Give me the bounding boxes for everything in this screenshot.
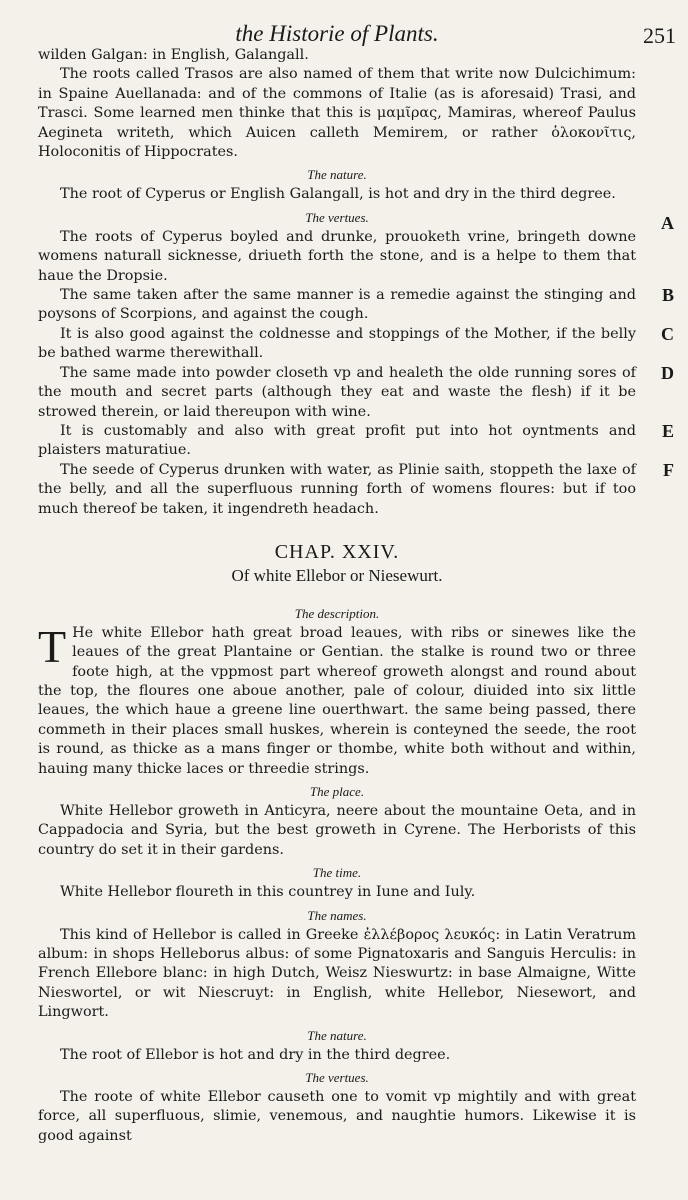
chapter-subtitle: Of white Ellebor or Niesewurt. xyxy=(231,566,443,586)
margin-letter-c: C xyxy=(661,323,674,344)
vertue-text: The same taken after the same manner is a remedie against the stinging and poysons of Scorpions, and against the cough. xyxy=(38,287,636,323)
continued-paragraph: wilden Galgan: in English, Galangall. xyxy=(38,47,309,63)
names-paragraph-chapter: This kind of Hellebor is called in Greeke ἐλλέβορος λευκός: in Latin Veratrum album: in shops Helleborus albus: of some Pignatoxaris and Sanguis Herculis: in French Ellebore blanc: in high Dutch, Weisz Nieswurtz: in base Almaigne, Witte Nieswortel, or wit Niescruyt: in English, white Hellebor, Niesewort, and Lingwort. xyxy=(38,926,636,1021)
vertue-paragraph-d xyxy=(38,362,674,422)
running-title: the Historie of Plants. xyxy=(235,21,439,46)
margin-letter-d: D xyxy=(661,362,674,383)
description-heading: The description. xyxy=(294,605,380,621)
place-heading: The place. xyxy=(309,784,365,799)
time-heading: The time. xyxy=(312,865,362,881)
vertue-text: The same made into powder closeth vp and healeth the olde running sores of the mouth and secret parts (although they eat and waste the flesh) if it be strowed therein, or laid thereupon with wine. xyxy=(38,364,636,420)
page-number: 251 xyxy=(643,23,676,48)
vertue-paragraph-e xyxy=(38,420,674,461)
nature-heading-chapter: The nature. xyxy=(307,1027,367,1043)
place-paragraph: White Hellebor groweth in Anticyra, neere about the mountaine Oeta, and in Cappadocia and Syria, but the best groweth in Cyrene. The Herborists of this country do set it in their gardens. xyxy=(38,803,636,858)
vertue-text: The seede of Cyperus drunken with water, as Plinie saith, stoppeth the laxe of the belly, and all the superfluous running forth of womens floures: but if too much thereof be taken, it ingendreth headach. xyxy=(38,461,636,517)
nature-paragraph: The root of Cyperus or English Galangall, is hot and dry in the third degree. xyxy=(60,186,616,203)
vertues-heading: The vertues. xyxy=(305,209,369,225)
vertue-paragraph-b xyxy=(38,285,674,325)
description-paragraph xyxy=(38,620,636,779)
names-heading: The names. xyxy=(307,907,367,923)
nature-paragraph-chapter: The root of Ellebor is hot and dry in the third degree. xyxy=(60,1046,451,1063)
margin-letter-e: E xyxy=(661,420,674,441)
names-paragraph: The roots called Trasos are also named of them that write now Dulcichimum: in Spaine Auellanada: and of the commons of Italie (as is aforesaid) Trasi, and Trasci. Some learned men thinke that this is μαμῖρας, Mamiras, whereof Paulus Aegineta writeth, which Auicen calleth Memirem, or rather ὁλοκονῖτις, Holoconitis of Hippocrates. xyxy=(38,66,636,161)
vertues-heading-chapter: The vertues. xyxy=(305,1070,369,1086)
vertue-text: It is customably and also with great profit put into hot oyntments and plaisters maturatiue. xyxy=(38,422,636,459)
page-header xyxy=(38,10,676,48)
nature-heading: The nature. xyxy=(307,167,367,183)
vertue-text: The roots of Cyperus boyled and drunke, prouoketh vrine, bringeth downe womens naturall sicknesse, driueth forth the stone, and is a helpe to them that haue the Dropsie. xyxy=(38,228,636,284)
description-text: He white Ellebor hath great broad leaues, with ribs or sinewes like the leaues of the great Plantaine or Gentian. the stalke is round two or three foote high, at the vppmost part whereof groweth alongst and round about the top, the floures one aboue another, pale of colour, diuided into six little leaues, the which haue a greene line ouerthwart. the same being passed, there commeth in their places small huskes, wherein is conteyned the seede, the root is round, as thicke as a mans finger or thombe, white both without and within, hauing many thicke laces or threedie strings. xyxy=(38,624,636,777)
margin-letter-a: A xyxy=(661,212,674,233)
chapter-title: CHAP. XXIV. xyxy=(274,540,400,563)
vertue-paragraph-c xyxy=(38,323,674,364)
margin-letter-b: B xyxy=(661,285,674,306)
vertues-paragraph-chapter: The roote of white Ellebor causeth one to vomit vp mightily and with great force, all superfluous, slimie, venemous, and naughtie humors. Likewise it is good against xyxy=(38,1089,636,1144)
drop-cap: T xyxy=(38,620,67,672)
vertue-text: It is also good against the coldnesse and stoppings of the Mother, if the belly be bathed warme therewithall. xyxy=(38,325,636,362)
vertue-paragraph-f xyxy=(38,459,674,519)
margin-letter-f: F xyxy=(663,459,674,480)
time-paragraph: White Hellebor floureth in this countrey in Iune and Iuly. xyxy=(60,884,476,901)
